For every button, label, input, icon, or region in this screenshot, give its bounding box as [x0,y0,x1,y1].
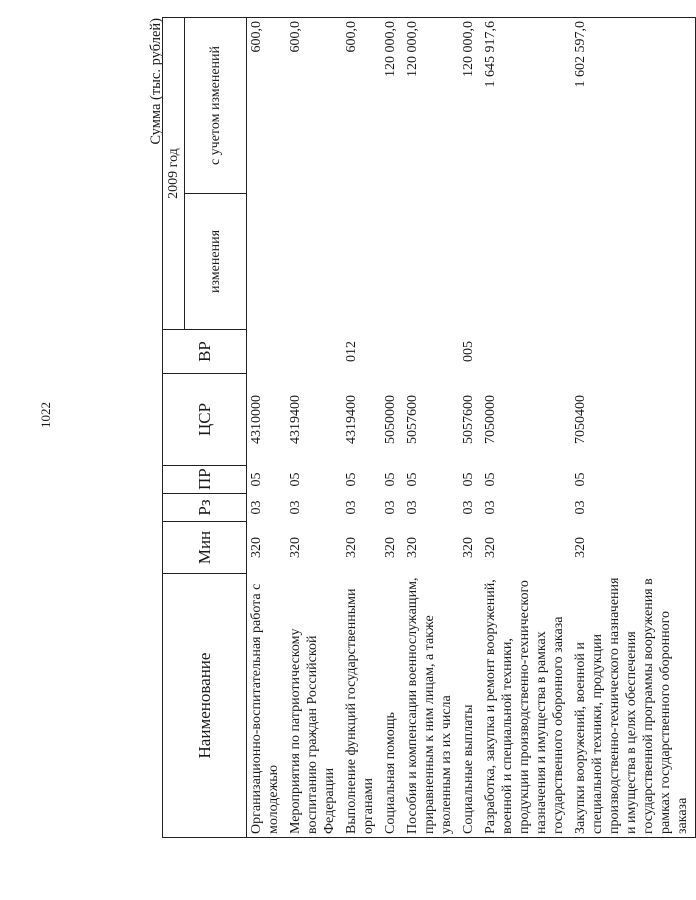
table-row [286,18,342,838]
budget-table [162,17,696,838]
table-row [571,18,696,838]
header-year: 2009 год [163,18,185,330]
row-csr: 7050000 [483,395,498,444]
table-body [247,18,696,838]
row-pr: 05 [483,472,498,487]
row-min: 320 [288,537,303,558]
row-csr: 5057600 [461,395,476,444]
row-changes [381,194,403,330]
row-total: 1 645 917,6 [481,18,571,194]
row-min: 320 [483,537,498,558]
table-row [459,18,481,838]
units-caption: Сумма (тыс. рублей) [148,18,164,145]
row-name: Выполнение функций государственными органами [342,574,381,838]
row-total: 120 000,0 [403,18,459,194]
row-name: Социальная помощь [381,574,403,838]
row-changes [403,194,459,330]
row-total: 600,0 [286,18,342,194]
header-pr: ПР [163,466,247,494]
header-min: Мин [163,522,247,574]
row-rz: 03 [344,500,359,515]
row-vr [481,330,571,374]
row-rz: 03 [383,500,398,515]
page-number: 1022 [38,402,53,428]
row-rz: 03 [288,500,303,515]
row-changes [571,194,696,330]
row-csr: 7050400 [573,395,588,444]
header-changes: изменения [185,194,247,330]
rotated-page [148,18,690,838]
row-vr: 005 [461,341,476,362]
row-total: 600,0 [247,18,287,194]
row-csr: 5050000 [383,395,398,444]
row-csr: 5057600 [405,395,420,444]
header-csr: ЦСР [163,374,247,466]
row-rz: 03 [573,500,588,515]
row-changes [247,194,287,330]
row-vr [403,330,459,374]
row-name: Пособия и компенсации военнослужащим, приравненным к ним лицам, а также уволенным из их числа [403,574,459,838]
row-rz: 03 [461,500,476,515]
row-changes [286,194,342,330]
row-total: 120 000,0 [459,18,481,194]
row-pr: 05 [573,472,588,487]
row-pr: 05 [288,472,303,487]
row-changes [481,194,571,330]
header-rz: Рз [163,494,247,522]
row-total: 1 602 597,0 [571,18,696,194]
table-row [381,18,403,838]
row-vr [571,330,696,374]
row-rz: 03 [249,500,264,515]
table-row [247,18,287,838]
row-name: Мероприятия по патриотическому воспитанию граждан Российской Федерации [286,574,342,838]
table-row [481,18,571,838]
row-min: 320 [573,537,588,558]
row-min: 320 [344,537,359,558]
row-pr: 05 [249,472,264,487]
row-csr: 4319400 [344,395,359,444]
row-vr [286,330,342,374]
row-changes [459,194,481,330]
header-name: Наименование [163,574,247,838]
row-rz: 03 [405,500,420,515]
row-vr [381,330,403,374]
row-min: 320 [249,537,264,558]
row-min: 320 [461,537,476,558]
row-csr: 4319400 [288,395,303,444]
table-row [403,18,459,838]
row-pr: 05 [405,472,420,487]
row-vr [247,330,287,374]
header-with-changes: с учетом изменений [185,18,247,194]
row-pr: 05 [383,472,398,487]
header-vr: ВР [163,330,247,374]
row-total: 600,0 [342,18,381,194]
row-min: 320 [383,537,398,558]
row-name: Организационно-воспитательная работа с молодежью [247,574,287,838]
row-min: 320 [405,537,420,558]
row-name: Закупки вооружений, военной и специальной техники, продукции производственно-технического назначения и имущества в целях обеспечения государственной программы вооружения в рамках государственного оборонного заказа [571,574,696,838]
row-changes [342,194,381,330]
row-csr: 4310000 [249,395,264,444]
row-pr: 05 [461,472,476,487]
row-pr: 05 [344,472,359,487]
table-row [342,18,381,838]
row-total: 120 000,0 [381,18,403,194]
row-name: Социальные выплаты [459,574,481,838]
row-vr: 012 [344,341,359,362]
row-name: Разработка, закупка и ремонт вооружений, военной и специальной техники, продукции производственно-технического назначения и имущества в рамках государственного оборонного заказа [481,574,571,838]
row-rz: 03 [483,500,498,515]
